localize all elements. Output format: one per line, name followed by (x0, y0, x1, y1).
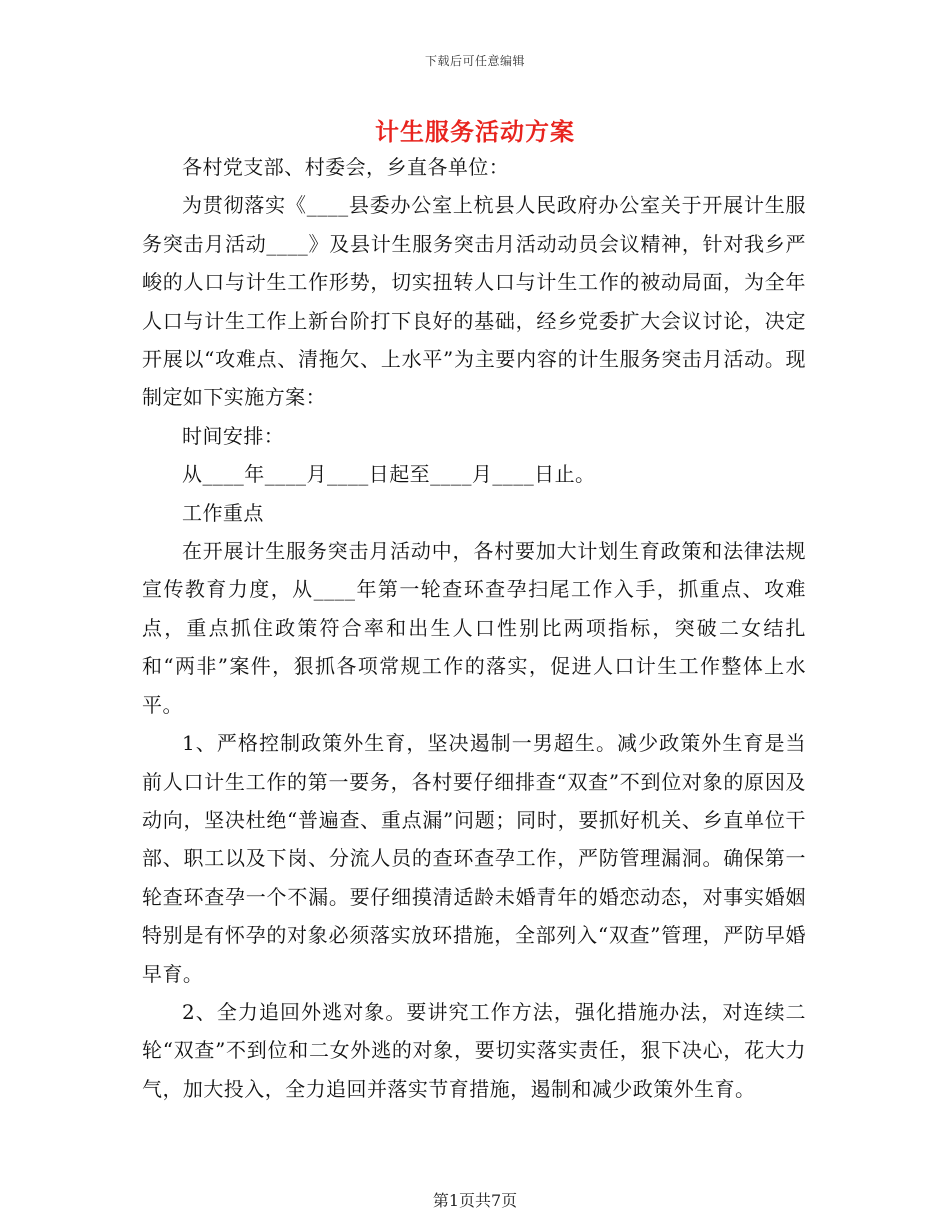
work-focus-heading: 工作重点 (182, 500, 264, 525)
work-focus-paragraph: 在开展计生服务突击月活动中，各村要加大计划生育政策和法律法规宣传教育力度，从____年第一轮查环查孕扫尾工作入手，抓重点、攻难点，重点抓住政策符合率和出生人口性别比两项指标，突破二女结扎和“两非”案件，狠抓各项常规工作的落实，促进人口计生工作整体上水平。 (142, 539, 806, 717)
salutation-paragraph: 各村党支部、村委会，乡直各单位： (182, 155, 510, 179)
schedule-dates: 从____年____月____日起至____月____日止。 (182, 462, 596, 487)
document-title: 计生服务活动方案 (375, 117, 575, 146)
document-body (142, 148, 806, 1108)
page-number: 第1页共7页 (432, 1191, 518, 1210)
item-1-paragraph: 1、严格控制政策外生育，坚决遏制一男超生。减少政策外生育是当前人口计生工作的第一要务，各村要仔细排查“双查”不到位对象的原因及动向，坚决杜绝“普遍查、重点漏”问题；同时，要抓好机关、乡直单位干部、职工以及下岗、分流人员的查环查孕工作，严防管理漏洞。确保第一轮查环查孕一个不漏。要仔细摸清适龄未婚青年的婚恋动态，对事实婚姻特别是有怀孕的对象必须落实放环措施，全部列入“双查”管理，严防早婚早育。 (142, 731, 806, 986)
item-2-paragraph: 2、全力追回外逃对象。要讲究工作方法，强化措施办法，对连续二轮“双查”不到位和二女外逃的对象，要切实落实责任，狠下决心，花大力气，加大投入，全力追回并落实节育措施，遏制和减少政策外生育。 (142, 999, 806, 1101)
intro-paragraph: 为贯彻落实《____县委办公室上杭县人民政府办公室关于开展计生服务突击月活动____》及县计生服务突击月活动动员会议精神，针对我乡严峻的人口与计生工作形势，切实扭转人口与计生工作的被动局面，为全年人口与计生工作上新台阶打下良好的基础，经乡党委扩大会议讨论，决定开展以“攻难点、清拖欠、上水平”为主要内容的计生服务突击月活动。现制定如下实施方案： (142, 193, 806, 410)
page-header-note: 下载后可任意编辑 (424, 54, 525, 68)
schedule-heading: 时间安排： (182, 423, 285, 448)
